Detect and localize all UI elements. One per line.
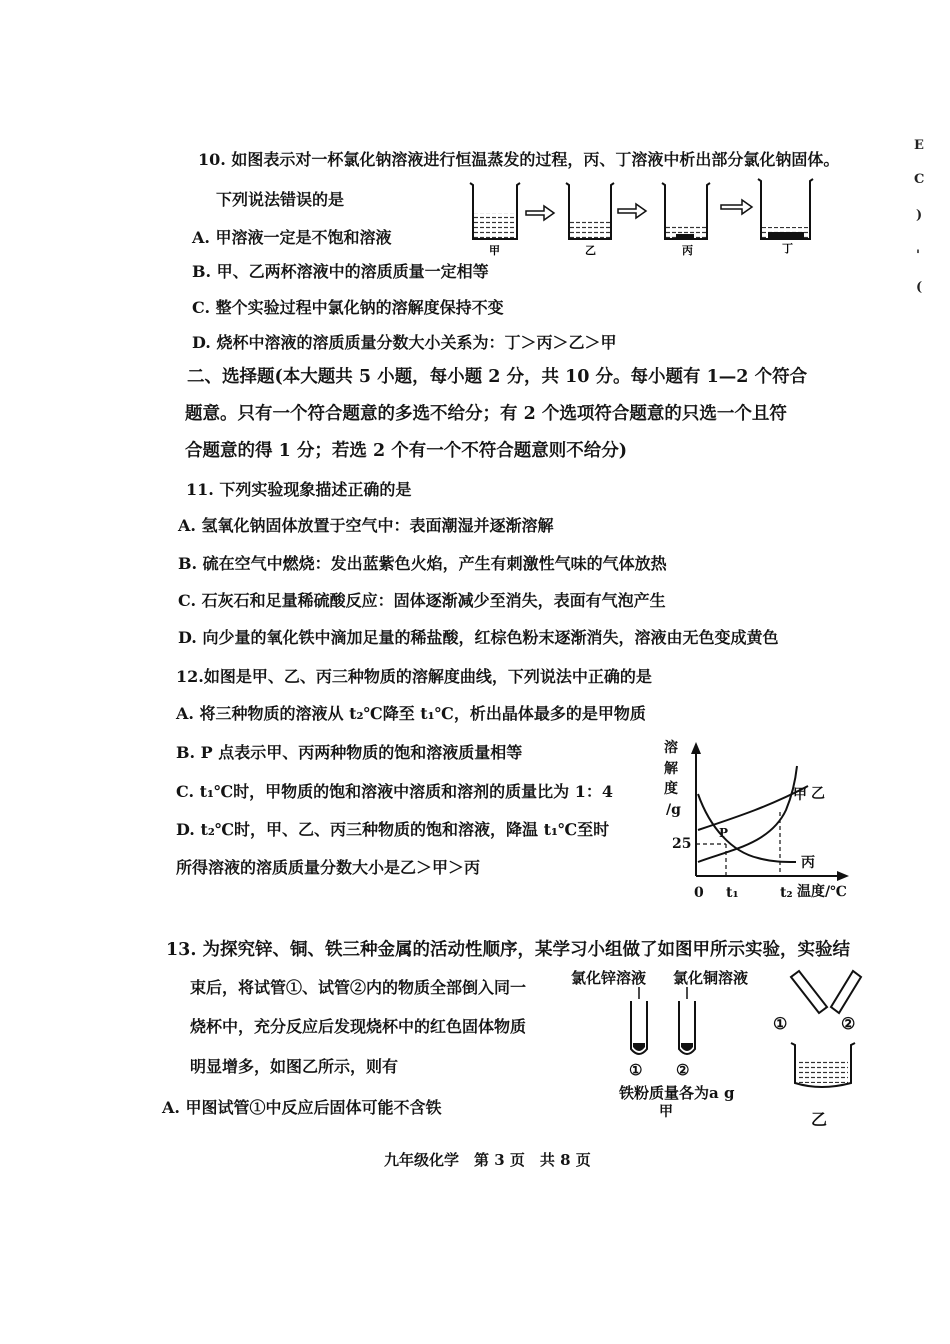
section2-line2: 题意。只有一个符合题意的多选不给分；有 2 个选项符合题意的只选一个且符 xyxy=(185,404,787,424)
x-axis-label: 温度/℃ xyxy=(797,884,847,900)
page-footer: 九年级化学 第 3 页 共 8 页 xyxy=(384,1151,591,1169)
q13-tube-figure xyxy=(565,965,865,1130)
guide-lines xyxy=(696,812,780,876)
t2-label: t₂ xyxy=(780,885,793,901)
q11-option-a: A. 氢氧化钠固体放置于空气中：表面潮湿并逐渐溶解 xyxy=(178,516,554,535)
q10-option-a: A. 甲溶液一定是不饱和溶液 xyxy=(192,228,392,247)
label-cucl2: 氯化铜溶液 xyxy=(673,969,749,987)
arrow-1 xyxy=(526,206,554,220)
q11-option-c: C. 石灰石和足量稀硫酸反应：固体逐渐减少至消失，表面有气泡产生 xyxy=(178,591,666,610)
beaker-yi xyxy=(566,183,614,239)
curve-jia xyxy=(698,766,797,862)
pour-tube-left xyxy=(791,971,827,1013)
guide-arrows xyxy=(639,987,687,999)
q13-option-a: A. 甲图试管①中反应后固体可能不含铁 xyxy=(162,1098,442,1117)
solubility-graph xyxy=(660,736,860,908)
pour-tube2-label: ② xyxy=(841,1014,856,1033)
q12-option-c: C. t₁℃时，甲物质的饱和溶液中溶质和溶剂的质量比为 1：4 xyxy=(176,782,614,801)
q10-option-c: C. 整个实验过程中氯化钠的溶解度保持不变 xyxy=(192,298,504,317)
q10-option-d: D. 烧杯中溶液的溶质质量分数大小关系为：丁＞丙＞乙＞甲 xyxy=(192,333,617,352)
curve-bing xyxy=(698,794,796,862)
pour-tube1-label: ① xyxy=(773,1014,788,1033)
curve-label-jia: 甲 xyxy=(793,787,807,803)
fig-jia-label: 甲 xyxy=(659,1104,673,1120)
y-label-2: 解 xyxy=(664,761,678,777)
beaker-label-bing: 丙 xyxy=(682,244,693,257)
curve-label-yi: 乙 xyxy=(811,786,825,802)
q11-option-b: B. 硫在空气中燃烧：发出蓝紫色火焰，产生有刺激性气味的气体放热 xyxy=(178,554,667,573)
tube1-label: ① xyxy=(629,1061,643,1079)
tube2-label: ② xyxy=(676,1061,690,1079)
beaker-yi-fig xyxy=(791,1043,855,1087)
section2-line1: 二、选择题(本大题共 5 小题，每小题 2 分，共 10 分。每小题有 1—2 个符合 xyxy=(187,367,808,387)
q11-option-d: D. 向少量的氧化铁中滴加足量的稀盐酸，红棕色粉末逐渐消失，溶液由无色变成黄色 xyxy=(178,628,779,647)
t1-label: t₁ xyxy=(726,885,739,901)
beaker-label-yi: 乙 xyxy=(585,244,596,257)
tube-1 xyxy=(631,1001,647,1054)
beaker-ding xyxy=(758,179,813,239)
edge-mark-2: C xyxy=(914,172,925,187)
y-label-1: 溶 xyxy=(664,740,678,756)
q12-option-b: B. P 点表示甲、丙两种物质的饱和溶液质量相等 xyxy=(176,743,523,762)
label-zncl2: 氯化锌溶液 xyxy=(571,969,647,987)
origin-label: 0 xyxy=(694,885,704,901)
point-p-label: P xyxy=(719,826,729,840)
q13-line4: 明显增多，如图乙所示，则有 xyxy=(190,1057,399,1076)
q12-option-a: A. 将三种物质的溶液从 t₂℃降至 t₁℃，析出晶体最多的是甲物质 xyxy=(176,704,646,723)
beaker-label-ding: 丁 xyxy=(782,242,793,255)
q13-line1: 13. 为探究锌、铜、铁三种金属的活动性顺序，某学习小组做了如图甲所示实验，实验结 xyxy=(166,940,851,960)
edge-mark-5: ( xyxy=(916,280,923,295)
beaker-label-jia: 甲 xyxy=(489,244,500,257)
q12-stem: 12.如图是甲、乙、丙三种物质的溶解度曲线，下列说法中正确的是 xyxy=(176,667,652,686)
q10-option-b: B. 甲、乙两杯溶液中的溶质质量一定相等 xyxy=(192,262,489,281)
section2-line3: 合题意的得 1 分；若选 2 个有一个不符合题意则不给分) xyxy=(185,441,628,461)
q12-option-d: D. t₂℃时，甲、乙、丙三种物质的饱和溶液，降温 t₁℃至时 xyxy=(176,820,610,839)
curve-label-bing: 丙 xyxy=(801,855,815,871)
y-label-4: /g xyxy=(666,802,681,818)
arrow-2 xyxy=(618,204,646,218)
beaker-bing xyxy=(662,183,710,239)
y-tick-25: 25 xyxy=(672,836,692,852)
y-label-3: 度 xyxy=(664,781,678,797)
q13-line2: 束后，将试管①、试管②内的物质全部倒入同一 xyxy=(190,978,527,997)
q12-option-d-cont: 所得溶液的溶质质量分数大小是乙＞甲＞丙 xyxy=(176,858,481,877)
pour-tube-right xyxy=(831,971,861,1013)
beaker-jia xyxy=(470,183,520,239)
iron-mass-label: 铁粉质量各为a g xyxy=(619,1084,735,1102)
q10-prompt: 下列说法错误的是 xyxy=(216,190,345,209)
q11-stem: 11. 下列实验现象描述正确的是 xyxy=(186,480,412,499)
fig-yi-label: 乙 xyxy=(811,1110,828,1129)
edge-mark-3: ) xyxy=(916,208,923,223)
q10-stem: 10. 如图表示对一杯氯化钠溶液进行恒温蒸发的过程，丙、丁溶液中析出部分氯化钠固体。 xyxy=(198,150,840,169)
q13-line3: 烧杯中，充分反应后发现烧杯中的红色固体物质 xyxy=(190,1017,527,1036)
edge-mark-1: E xyxy=(914,138,924,153)
arrow-3 xyxy=(721,200,752,214)
tube-2 xyxy=(679,1001,695,1054)
q10-beaker-figure xyxy=(462,175,837,260)
edge-mark-4: ' xyxy=(916,248,920,263)
